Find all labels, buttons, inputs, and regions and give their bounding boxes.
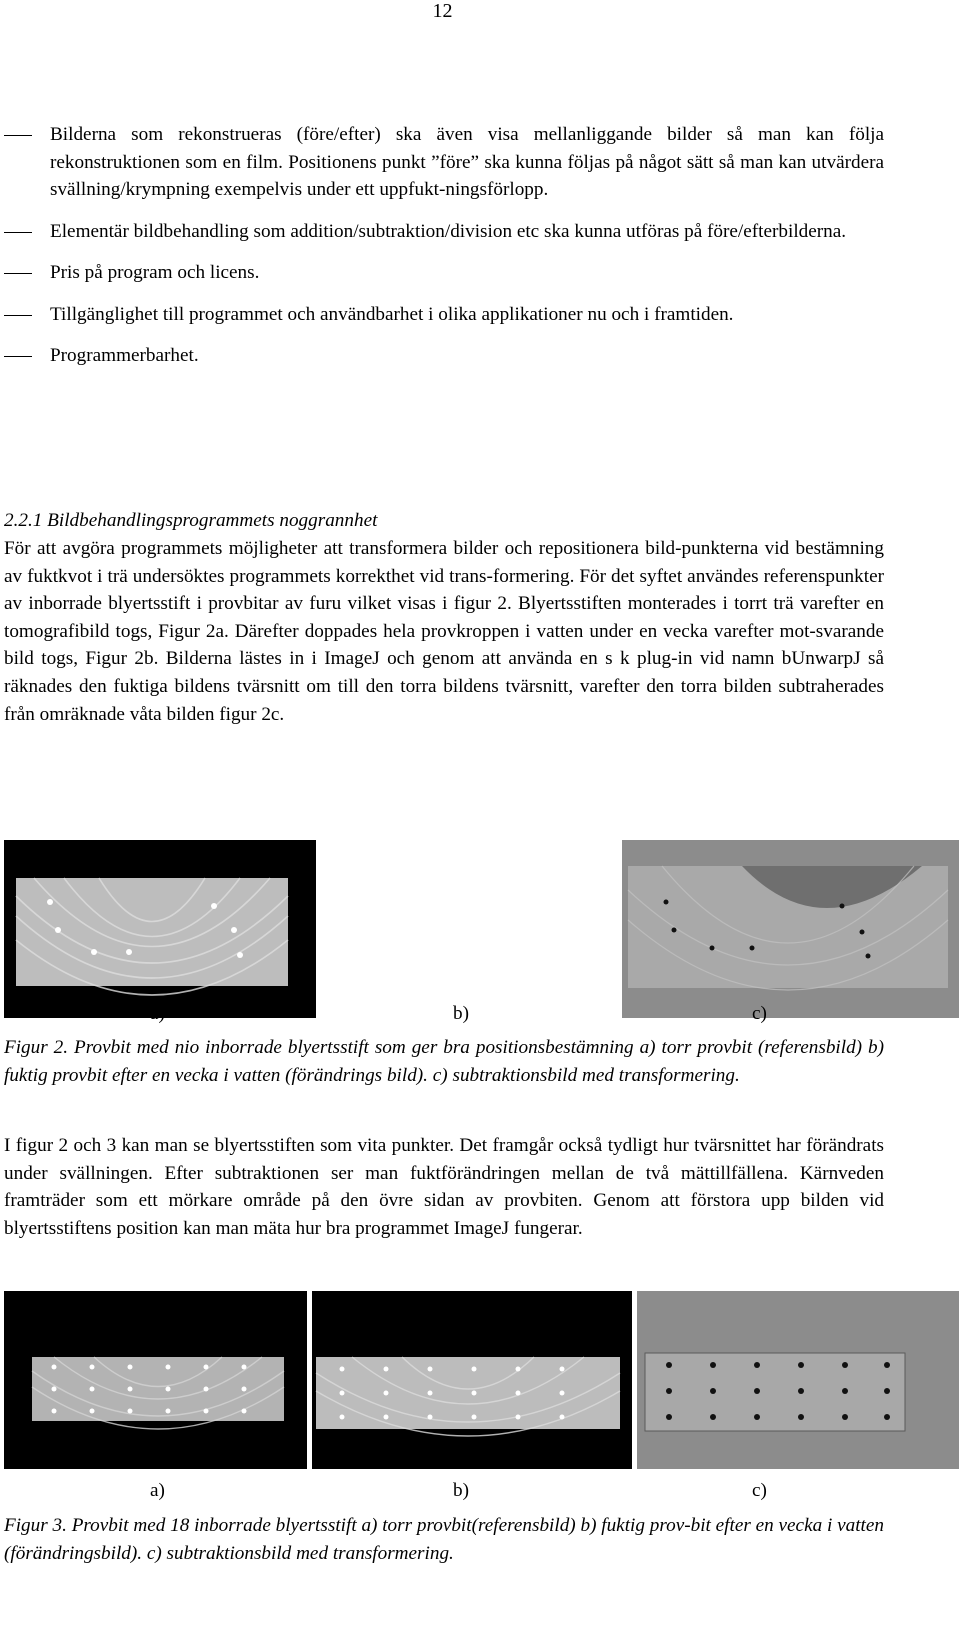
section-heading: 2.2.1 Bildbehandlingsprogrammets noggrannhet [4, 510, 378, 531]
dash-icon [4, 315, 32, 316]
section-body: För att avgöra programmets möjligheter att transformera bilder och repositionera bild-punkterna vid bestämning av fuktkvot i trä undersöktes programmets korrekthet vid trans-formering. För det syftet användes referenspunkter av inborrade blyertsstift i provbitar av furu vilket visas i figur 2. Blyertsstiften monterades i torrt trä varefter en tomografibild togs, Figur 2a. Därefter doppades hela provkroppen i vatten under en vecka varefter mot-svarande bild togs, Figur 2b. Bilderna lästes in i ImageJ och genom att använda en s k plug-in vid namn bUnwarpJ så räknades den fuktiga bildens tvärsnitt om till den torra bildens tvärsnitt, varefter den torra bilden subtraherades från omräknade våta bilden figur 2c. [4, 538, 884, 725]
figure-2b-image [4, 840, 300, 1018]
list-item [4, 342, 884, 370]
list-item [4, 218, 884, 246]
dash-icon [4, 356, 32, 357]
page-number: 12 [432, 0, 453, 22]
figure-3b-image [312, 1291, 632, 1469]
figure-3a-image [4, 1291, 307, 1469]
figure-3c-image [637, 1291, 959, 1469]
dash-icon [4, 135, 32, 136]
list-item-text: Elementär bildbehandling som addition/subtraktion/division etc ska kunna utföras på före/efterbilderna. [50, 220, 847, 242]
paragraph-2: I figur 2 och 3 kan man se blyertsstiften som vita punkter. Det framgår också tydligt hur tvärsnittet har förändrats under svällningen. Efter subtraktionen ser man fuktförändringen mellan de två mättillfällena. Kärnveden framträder som ett mörkare område på den övre sidan av provbiten. Genom att förstora upp bilden vid blyertsstiftens position kan man mäta hur bra programmet ImageJ fungerar. [4, 1135, 884, 1239]
figure-2-caption: Figur 2. Provbit med nio inborrade blyertsstift som ger bra positionsbestämning a) torr provbit (referensbild) b) fuktig provbit efter en vecka i vatten (förändrings bild). c) subtraktionsbild med transformering. [4, 1037, 884, 1086]
list-item [4, 301, 884, 329]
figure-2b-label: b) [453, 1003, 469, 1024]
list-item [4, 259, 884, 287]
list-item-text: Tillgänglighet till programmet och användbarhet i olika applikationer nu och i framtiden. [50, 303, 734, 325]
figure-2c-label: c) [752, 1003, 767, 1024]
requirements-list [4, 121, 884, 384]
list-item-text: Bilderna som rekonstrueras (före/efter) ska även visa mellanliggande bilder så man kan följa rekonstruktionen som en film. Positionens punkt ”före” ska kunna följas på något sätt så man kan utvärdera svällning/krympning exempelvis under ett uppfukt-ningsförlopp. [50, 124, 884, 200]
dash-icon [4, 232, 32, 233]
figure-3b-label: b) [453, 1480, 469, 1501]
figure-2-images [4, 840, 959, 1018]
figure-3c-label: c) [752, 1480, 767, 1501]
list-item [4, 121, 884, 204]
list-item-text: Pris på program och licens. [50, 262, 260, 283]
list-item-text: Programmerbarhet. [50, 345, 199, 366]
figure-2c-image [622, 840, 959, 1018]
figure-3-caption: Figur 3. Provbit med 18 inborrade blyertsstift a) torr provbit(referensbild) b) fuktig prov-bit efter en vecka i vatten (förändringsbild). c) subtraktionsbild med transformering. [4, 1515, 884, 1564]
figure-2a-label: a) [150, 1003, 165, 1024]
figure-3a-label: a) [150, 1480, 165, 1501]
figure-3-images [4, 1291, 959, 1469]
dash-icon [4, 273, 32, 274]
